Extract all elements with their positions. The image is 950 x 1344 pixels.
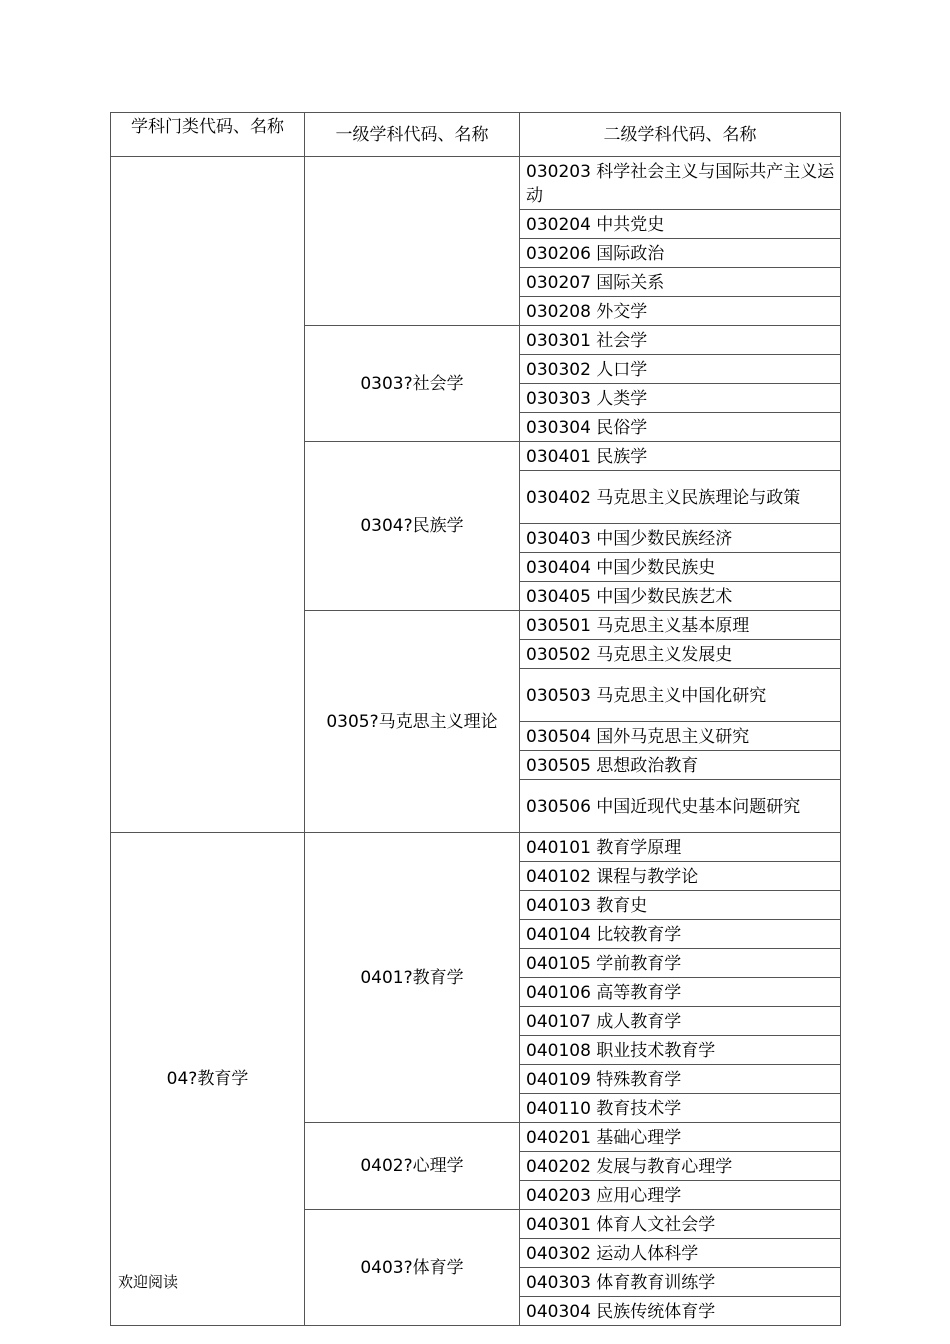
first-level-cell: 0403?体育学 [305, 1210, 520, 1326]
second-level-cell: 030504 国外马克思主义研究 [520, 722, 841, 751]
second-level-cell: 030207 国际关系 [520, 268, 841, 297]
second-level-cell: 030204 中共党史 [520, 210, 841, 239]
second-level-cell: 040203 应用心理学 [520, 1181, 841, 1210]
second-level-cell: 040201 基础心理学 [520, 1123, 841, 1152]
second-level-cell: 030208 外交学 [520, 297, 841, 326]
header-first-level: 一级学科代码、名称 [305, 113, 520, 157]
first-level-cell: 0304?民族学 [305, 442, 520, 611]
second-level-cell: 030506 中国近现代史基本问题研究 [520, 780, 841, 833]
second-level-cell: 040105 学前教育学 [520, 949, 841, 978]
second-level-cell: 030402 马克思主义民族理论与政策 [520, 471, 841, 524]
first-level-cell: 0305?马克思主义理论 [305, 611, 520, 833]
second-level-cell: 040303 体育教育训练学 [520, 1268, 841, 1297]
second-level-cell: 040302 运动人体科学 [520, 1239, 841, 1268]
second-level-cell: 030405 中国少数民族艺术 [520, 582, 841, 611]
second-level-cell: 030502 马克思主义发展史 [520, 640, 841, 669]
footer-text: 欢迎阅读 [118, 1273, 179, 1291]
table-body [111, 113, 841, 1326]
discipline-table [110, 112, 841, 1326]
second-level-cell: 030503 马克思主义中国化研究 [520, 669, 841, 722]
table-row [111, 833, 841, 862]
second-level-cell: 030302 人口学 [520, 355, 841, 384]
second-level-cell: 040107 成人教育学 [520, 1007, 841, 1036]
second-level-cell: 040109 特殊教育学 [520, 1065, 841, 1094]
second-level-cell: 030404 中国少数民族史 [520, 553, 841, 582]
first-level-cell: 0401?教育学 [305, 833, 520, 1123]
second-level-cell: 030304 民俗学 [520, 413, 841, 442]
second-level-cell: 030401 民族学 [520, 442, 841, 471]
second-level-cell: 040102 课程与教学论 [520, 862, 841, 891]
second-level-cell: 030303 人类学 [520, 384, 841, 413]
category-cell: 04?教育学 [111, 833, 305, 1326]
first-level-cell: 0402?心理学 [305, 1123, 520, 1210]
second-level-cell: 040108 职业技术教育学 [520, 1036, 841, 1065]
second-level-cell: 040110 教育技术学 [520, 1094, 841, 1123]
header-row [111, 113, 841, 157]
second-level-cell: 030206 国际政治 [520, 239, 841, 268]
second-level-cell: 040103 教育史 [520, 891, 841, 920]
table-row [111, 157, 841, 210]
second-level-cell: 040104 比较教育学 [520, 920, 841, 949]
second-level-cell: 030301 社会学 [520, 326, 841, 355]
second-level-cell: 040301 体育人文社会学 [520, 1210, 841, 1239]
second-level-cell: 040202 发展与教育心理学 [520, 1152, 841, 1181]
second-level-cell: 040101 教育学原理 [520, 833, 841, 862]
second-level-cell: 030203 科学社会主义与国际共产主义运动 [520, 157, 841, 210]
header-category: 学科门类代码、名称 [111, 113, 305, 157]
first-level-cell [305, 157, 520, 326]
second-level-cell: 040106 高等教育学 [520, 978, 841, 1007]
second-level-cell: 040304 民族传统体育学 [520, 1297, 841, 1326]
second-level-cell: 030501 马克思主义基本原理 [520, 611, 841, 640]
header-second-level: 二级学科代码、名称 [520, 113, 841, 157]
second-level-cell: 030403 中国少数民族经济 [520, 524, 841, 553]
category-cell [111, 157, 305, 833]
first-level-cell: 0303?社会学 [305, 326, 520, 442]
second-level-cell: 030505 思想政治教育 [520, 751, 841, 780]
